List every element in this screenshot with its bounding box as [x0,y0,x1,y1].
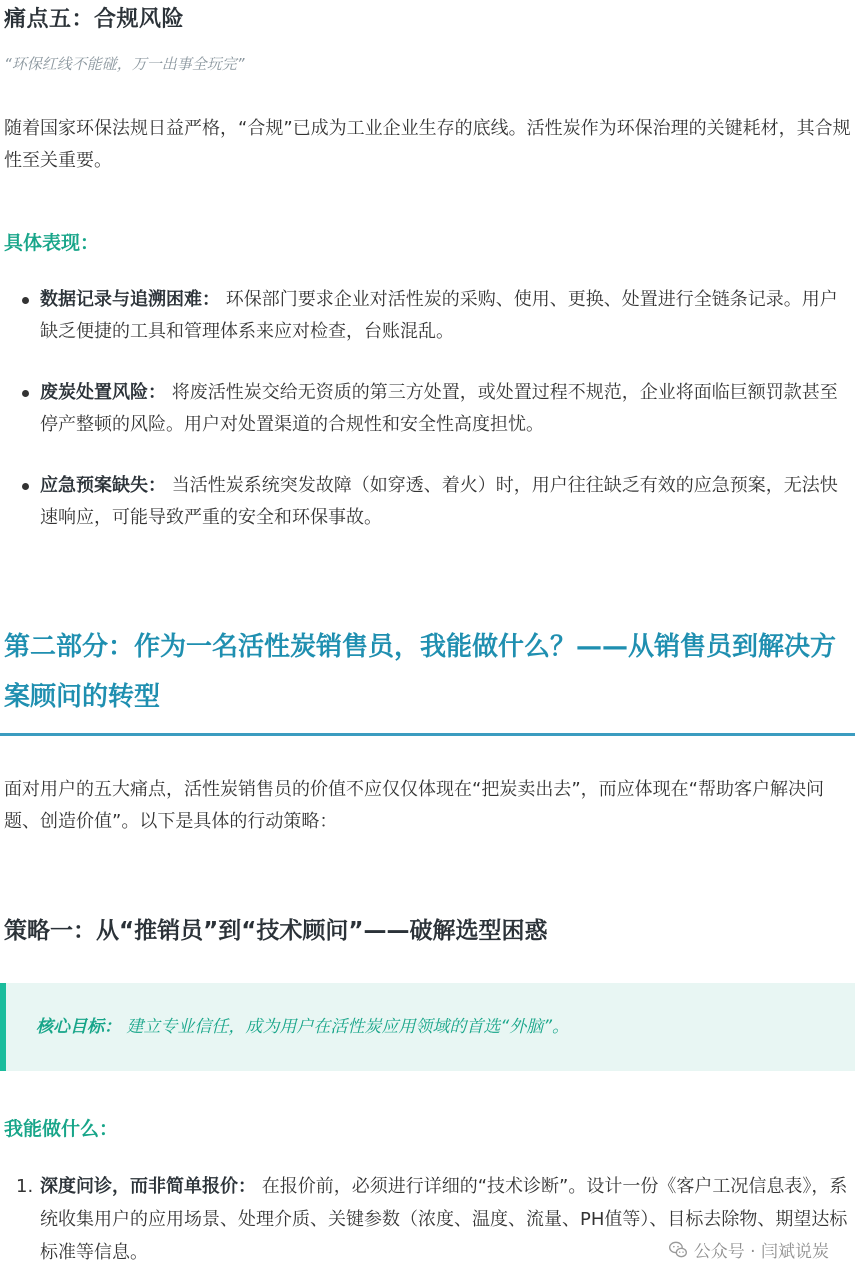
core-goal-label: 核心目标： [36,1017,121,1037]
section-title: 第二部分：作为一名活性炭销售员，我能做什么？——从销售员到解决方案顾问的转型 [4,632,837,712]
item-label: 应急预案缺失： [40,475,166,496]
wechat-icon [668,1240,688,1260]
pain-point-quote: “环保红线不能碰，万一出事全玩完” [4,55,245,73]
bullet-icon [22,483,29,490]
item-text: 将废活性炭交给无资质的第三方处置，或处置过程不规范，企业将面临巨额罚款甚至停产整顿的风险。用户对处置渠道的合规性和安全性高度担忧。 [40,382,838,435]
watermark [668,1237,829,1262]
can-do-heading: 我能做什么： [4,1118,119,1140]
manifest-list [0,284,855,563]
core-goal-callout [0,983,855,1071]
bullet-icon [22,297,29,304]
section-intro: 面对用户的五大痛点，活性炭销售员的价值不应仅仅体现在“把炭卖出去”，而应体现在“帮助客户解决问题、创造价值”。以下是具体的行动策略： [4,779,824,832]
bullet-icon [22,390,29,397]
item-text: 当活性炭系统突发故障（如穿透、着火）时，用户往往缺乏有效的应急预案，无法快速响应，可能导致严重的安全和环保事故。 [40,475,838,528]
pain-point-title: 痛点五：合规风险 [4,7,185,32]
list-item [0,470,855,534]
section-divider [0,733,855,736]
manifest-heading: 具体表现： [4,232,100,254]
list-item [0,284,855,348]
item-text: 在报价前，必须进行详细的“技术诊断”。设计一份《客户工况信息表》，系统收集用户的应用场景、处理介质、关键参数（浓度、温度、流量、PH值等）、目标去除物、期望达标标准等信息。 [40,1176,848,1263]
item-number: 1. [16,1176,34,1197]
strategy-title: 策略一：从“推销员”到“技术顾问”——破解选型困惑 [4,918,548,944]
pain-point-intro: 随着国家环保法规日益严格，“合规”已成为工业企业生存的底线。活性炭作为环保治理的关键耗材，其合规性至关重要。 [4,118,851,171]
item-label: 数据记录与追溯困难： [40,289,220,310]
watermark-text: 公众号 · 闫斌说炭 [693,1242,829,1262]
core-goal-body: 建立专业信任，成为用户在活性炭应用领域的首选“外脑”。 [126,1017,570,1037]
list-item [0,377,855,441]
item-label: 深度问诊，而非简单报价： [40,1176,256,1197]
core-goal-text [36,1012,569,1037]
item-label: 废炭处置风险： [40,382,166,403]
item-text: 环保部门要求企业对活性炭的采购、使用、更换、处置进行全链条记录。用户缺乏便捷的工具和管理体系来应对检查，台账混乱。 [40,289,838,342]
